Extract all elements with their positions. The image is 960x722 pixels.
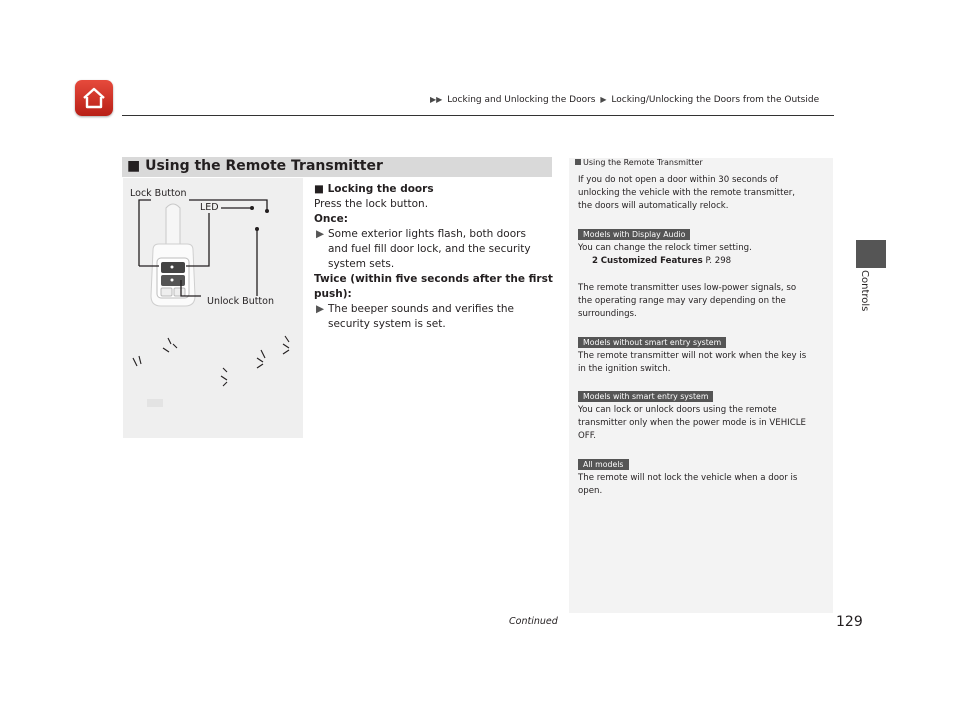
model-tag: All models	[578, 459, 629, 470]
header-rule	[122, 115, 834, 116]
note-paragraph	[578, 472, 826, 498]
result-arrow-icon: ▶	[316, 303, 325, 315]
note-line: in the ignition switch.	[578, 364, 671, 374]
page-number: 129	[836, 614, 863, 630]
remote-transmitter-figure	[123, 178, 303, 438]
section-marker: ■	[127, 158, 141, 174]
once-line: Some exterior lights flash, both doors	[328, 228, 526, 240]
note-line: the doors will automatically relock.	[578, 201, 729, 211]
twice-line: The beeper sounds and verifies the	[328, 303, 515, 315]
note-line: surroundings.	[578, 309, 637, 319]
chapter-tab-label[interactable]: Controls	[859, 270, 870, 312]
breadcrumb	[428, 95, 819, 105]
note-line: If you do not open a door within 30 seconds of	[578, 175, 779, 185]
note-line: The remote will not lock the vehicle when a door is	[578, 473, 798, 483]
note-header	[575, 158, 703, 167]
note-line: The remote transmitter uses low-power signals, so	[578, 283, 797, 293]
led-callout: LED	[200, 202, 219, 213]
unlock-button-callout: Unlock Button	[207, 296, 274, 307]
once-label: Once:	[314, 213, 348, 225]
result-arrow-icon: ▶	[316, 228, 325, 240]
note-line: transmitter only when the power mode is in VEHICLE	[578, 418, 806, 428]
chapter-tab-marker	[856, 240, 886, 268]
home-icon	[81, 86, 107, 110]
note-paragraph	[578, 350, 826, 376]
lock-button-callout: Lock Button	[130, 188, 187, 199]
once-line: system sets.	[328, 258, 395, 270]
breadcrumb-link-doors[interactable]: Locking and Unlocking the Doors	[447, 95, 596, 105]
note-line: unlocking the vehicle with the remote transmitter,	[578, 188, 796, 198]
note-icon	[575, 159, 581, 165]
note-line: OFF.	[578, 431, 597, 441]
breadcrumb-current: Locking/Unlocking the Doors from the Outside	[611, 95, 820, 105]
once-result	[314, 227, 554, 242]
cross-reference[interactable]	[578, 255, 826, 268]
xref-page: P. 298	[705, 256, 732, 266]
twice-label: push):	[314, 288, 352, 300]
twice-result	[314, 302, 554, 317]
note-paragraph	[578, 282, 826, 321]
note-header-text: Using the Remote Transmitter	[583, 158, 703, 167]
note-panel	[569, 158, 833, 613]
note-line: You can change the relock timer setting.	[578, 243, 752, 253]
note-line: You can lock or unlock doors using the remote	[578, 405, 777, 415]
note-paragraph	[578, 174, 826, 213]
main-text	[314, 182, 554, 332]
breadcrumb-arrow-icon: ▶	[600, 95, 607, 104]
twice-line: security system is set.	[328, 318, 446, 330]
key-fob-illustration	[123, 178, 303, 438]
home-button[interactable]	[75, 80, 113, 116]
model-tag: Models with Display Audio	[578, 229, 690, 240]
instruction-text: Press the lock button.	[314, 198, 429, 210]
section-title	[127, 158, 383, 174]
note-line: open.	[578, 486, 603, 496]
subheading-locking: ■ Locking the doors	[314, 183, 434, 195]
note-paragraph	[578, 404, 826, 443]
twice-label: Twice (within five seconds after the first	[314, 273, 553, 285]
note-line: the operating range may vary depending on the	[578, 296, 786, 306]
continued-label: Continued	[509, 616, 558, 627]
xref-title[interactable]: Customized Features	[600, 256, 703, 266]
model-tag: Models with smart entry system	[578, 391, 713, 402]
model-tag: Models without smart entry system	[578, 337, 726, 348]
section-title-text: Using the Remote Transmitter	[145, 158, 383, 174]
breadcrumb-arrow-icon: ▶▶	[430, 95, 443, 104]
xref-icon: 2	[592, 256, 598, 266]
once-line: and fuel fill door lock, and the security	[328, 243, 531, 255]
note-paragraph	[578, 242, 826, 268]
note-line: The remote transmitter will not work when the key is	[578, 351, 807, 361]
